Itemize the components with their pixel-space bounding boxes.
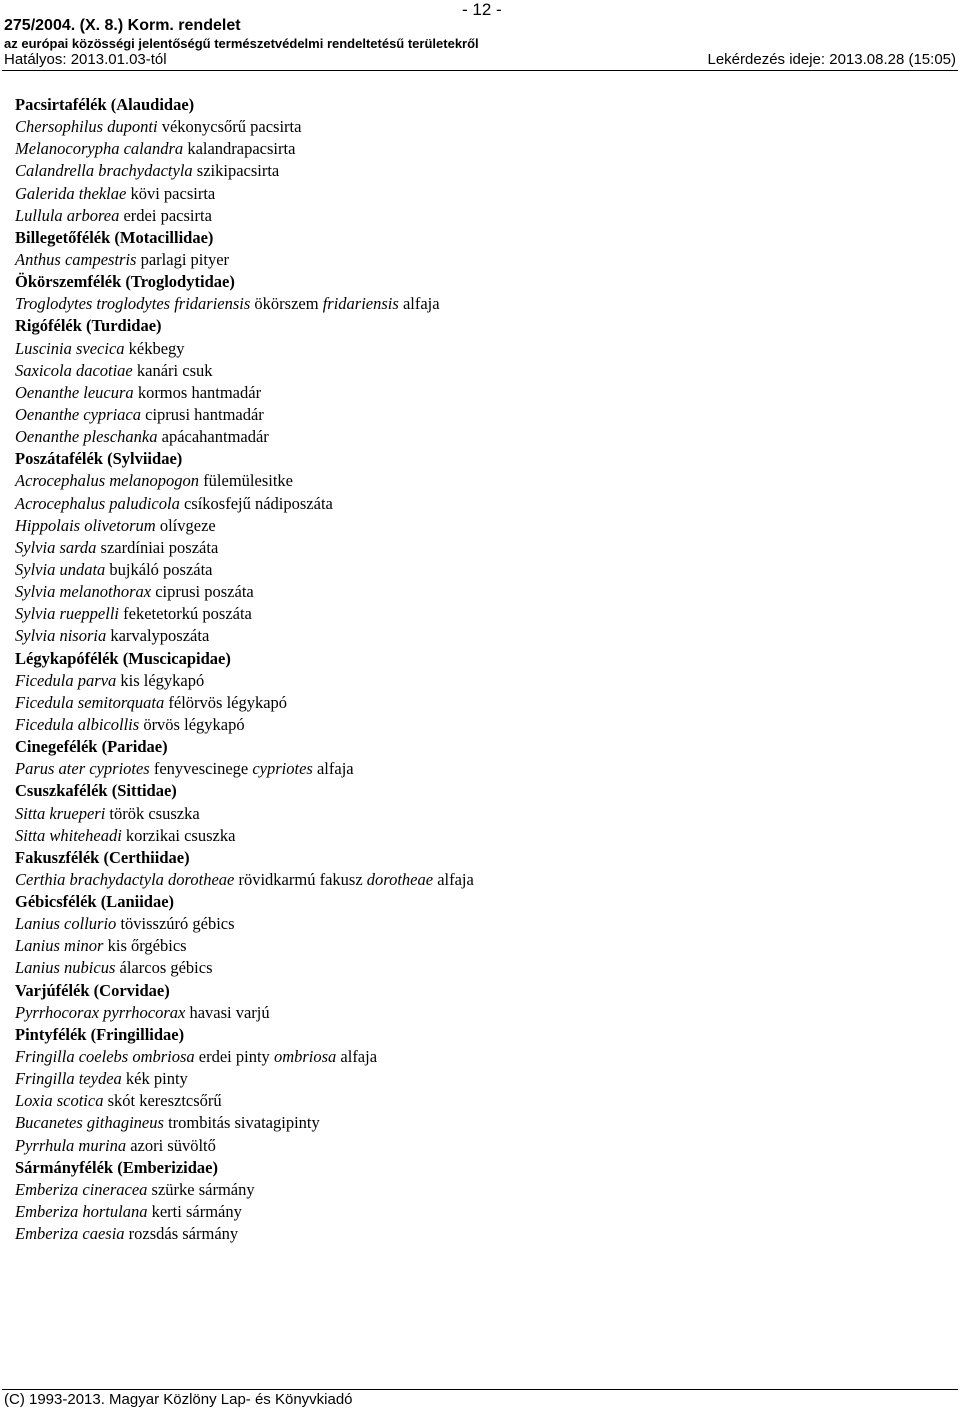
species-entry [15,470,474,492]
species-entry [15,1090,474,1112]
family-heading: Varjúfélék (Corvidae) [15,980,170,1000]
latin-name: Emberiza hortulana [15,1202,148,1222]
family-heading: Pintyfélék (Fringillidae) [15,1024,185,1044]
latin-name: Saxicola dacotiae [15,360,133,380]
latin-name: ombriosa [273,1047,337,1067]
species-entry [15,537,474,559]
common-name: ökörszem [250,294,323,314]
species-entry [15,935,474,957]
common-name: szürke sármány [147,1179,255,1199]
latin-name: Acrocephalus melanopogon [15,471,200,491]
family-heading: Cinegefélék (Paridae) [15,737,168,757]
species-entry [15,138,474,160]
latin-name: Lanius nubicus [15,958,116,978]
document-title: 275/2004. (X. 8.) Korm. rendelet [4,17,241,34]
species-entry [15,515,474,537]
species-entry [15,1223,474,1245]
species-entry [15,1201,474,1223]
latin-name: Certhia brachydactyla dorotheae [15,869,235,889]
family-heading: Rigófélék (Turdidae) [15,316,162,336]
species-entry [15,360,474,382]
family-heading: Pacsirtafélék (Alaudidae) [15,95,195,114]
latin-name: Lanius collurio [15,914,117,934]
common-name: szardíniai poszáta [96,537,219,557]
latin-name: Pyrrhocorax pyrrhocorax [15,1002,186,1022]
common-name: kanári csuk [132,360,213,380]
latin-name: Fringilla teydea [15,1069,122,1089]
common-name: erdei pinty [194,1047,274,1067]
family-heading: Ökörszemfélék (Troglodytidae) [15,272,235,292]
latin-name: Melanocorypha calandra [15,139,184,159]
species-entry [15,1002,474,1024]
family-heading: Sármányfélék (Emberizidae) [15,1157,219,1177]
latin-name: Lullula arborea [15,205,120,225]
common-name: apácahantmadár [157,427,269,447]
common-name: alfaja [336,1047,378,1067]
species-entry [15,160,474,182]
header-divider [2,70,958,71]
common-name: vékonycsőrű pacsirta [157,117,302,137]
latin-name: Emberiza caesia [15,1224,125,1244]
species-entry [15,205,474,227]
species-entry [15,758,474,780]
common-name: kerti sármány [147,1202,242,1222]
latin-name: Oenanthe cypriaca [15,404,141,424]
latin-name: Loxia scotica [15,1091,104,1111]
common-name: csíkosfejű nádiposzáta [179,493,333,513]
page-number: - 12 - [462,0,502,19]
species-entry [15,957,474,979]
footer-copyright: (C) 1993-2013. Magyar Közlöny Lap- és Könyvkiadó [4,1391,353,1408]
species-entry [15,714,474,736]
latin-name: Sitta krueperi [15,803,106,823]
latin-name: Ficedula parva [15,670,117,690]
latin-name: Oenanthe leucura [15,382,134,402]
latin-name: Emberiza cineracea [15,1179,148,1199]
latin-name: Sylvia sarda [15,537,97,557]
common-name: kis őrgébics [103,936,187,956]
latin-name: Oenanthe pleschanka [15,427,158,447]
common-name: kövi pacsirta [126,183,216,203]
common-name: örvös légykapó [139,714,245,734]
species-entry [15,183,474,205]
common-name: kék pinty [121,1069,188,1089]
latin-name: Bucanetes githagineus [15,1113,164,1133]
latin-name: Chersophilus duponti [15,117,158,137]
latin-name: Acrocephalus paludicola [15,493,180,513]
family-heading: Fakuszfélék (Certhiidae) [15,847,190,867]
latin-name: Parus ater cypriotes [15,759,150,779]
latin-name: Calandrella brachydactyla [15,161,193,181]
species-entry [15,1179,474,1201]
family-heading: Légykapófélék (Muscicapidae) [15,648,231,668]
common-name: ciprusi poszáta [151,582,254,602]
common-name: korzikai csuszka [121,825,236,845]
common-name: bujkáló poszáta [105,559,213,579]
latin-name: Fringilla coelebs ombriosa [15,1047,195,1067]
latin-name: Hippolais olivetorum [15,515,156,535]
species-entry [15,603,474,625]
latin-name: dorotheae [366,869,434,889]
species-entry [15,1135,474,1157]
species-entry [15,382,474,404]
latin-name: Lanius minor [15,936,104,956]
species-entry [15,338,474,360]
latin-name: Galerida theklae [15,183,127,203]
species-entry [15,426,474,448]
common-name: erdei pacsirta [119,205,212,225]
common-name: tövisszúró gébics [116,914,235,934]
common-name: ciprusi hantmadár [141,404,264,424]
latin-name: Sylvia nisoria [15,626,107,646]
common-name: trombitás sivatagipinty [163,1113,320,1133]
footer-divider [2,1389,958,1390]
family-heading: Csuszkafélék (Sittidae) [15,781,177,801]
species-entry [15,249,474,271]
species-entry [15,913,474,935]
common-name: félörvös légykapó [164,692,288,712]
species-entry [15,116,474,138]
valid-from-date: Hatályos: 2013.01.03-tól [4,51,167,68]
species-entry [15,803,474,825]
family-heading: Poszátafélék (Sylviidae) [15,449,183,469]
common-name: feketetorkú poszáta [119,604,252,624]
query-timestamp: Lekérdezés ideje: 2013.08.28 (15:05) [707,51,956,68]
species-entry [15,559,474,581]
common-name: álarcos gébics [115,958,213,978]
species-entry [15,404,474,426]
common-name: rozsdás sármány [124,1224,239,1244]
common-name: alfaja [312,759,354,779]
species-entry [15,581,474,603]
latin-name: Pyrrhula murina [15,1135,127,1155]
species-entry [15,1112,474,1134]
common-name: rövidkarmú fakusz [234,869,367,889]
common-name: fülemülesitke [199,471,293,491]
common-name: karvalyposzáta [106,626,210,646]
document-subtitle: az európai közösségi jelentőségű természetvédelmi rendeltetésű területekről [4,36,479,51]
common-name: olívgeze [155,515,216,535]
common-name: török csuszka [105,803,200,823]
common-name: havasi varjú [185,1002,270,1022]
common-name: kékbegy [124,338,185,358]
latin-name: Ficedula semitorquata [15,692,165,712]
latin-name: fridariensis [322,294,399,314]
common-name: kis légykapó [116,670,205,690]
common-name: fenyvescinege [149,759,253,779]
common-name: parlagi pityer [136,249,230,269]
species-entry [15,692,474,714]
common-name: alfaja [398,294,440,314]
common-name: kalandrapacsirta [183,139,296,159]
species-entry [15,869,474,891]
common-name: szikipacsirta [192,161,280,181]
family-heading: Gébicsfélék (Laniidae) [15,892,175,912]
species-entry [15,1068,474,1090]
species-entry [15,625,474,647]
latin-name: Sylvia melanothorax [15,582,152,602]
common-name: kormos hantmadár [133,382,262,402]
common-name: skót keresztcsőrű [103,1091,222,1111]
latin-name: cypriotes [252,759,313,779]
species-entry [15,293,474,315]
latin-name: Luscinia svecica [15,338,125,358]
species-entry [15,493,474,515]
family-heading: Billegetőfélék (Motacillidae) [15,227,214,247]
latin-name: Ficedula albicollis [15,714,140,734]
latin-name: Sitta whiteheadi [15,825,122,845]
latin-name: Sylvia undata [15,559,106,579]
species-entry [15,670,474,692]
species-entry [15,1046,474,1068]
latin-name: Anthus campestris [15,249,137,269]
common-name: alfaja [433,869,474,889]
latin-name: Troglodytes troglodytes fridariensis [15,294,251,314]
species-list [15,94,474,1245]
species-entry [15,825,474,847]
latin-name: Sylvia rueppelli [15,604,120,624]
common-name: azori süvöltő [126,1135,216,1155]
